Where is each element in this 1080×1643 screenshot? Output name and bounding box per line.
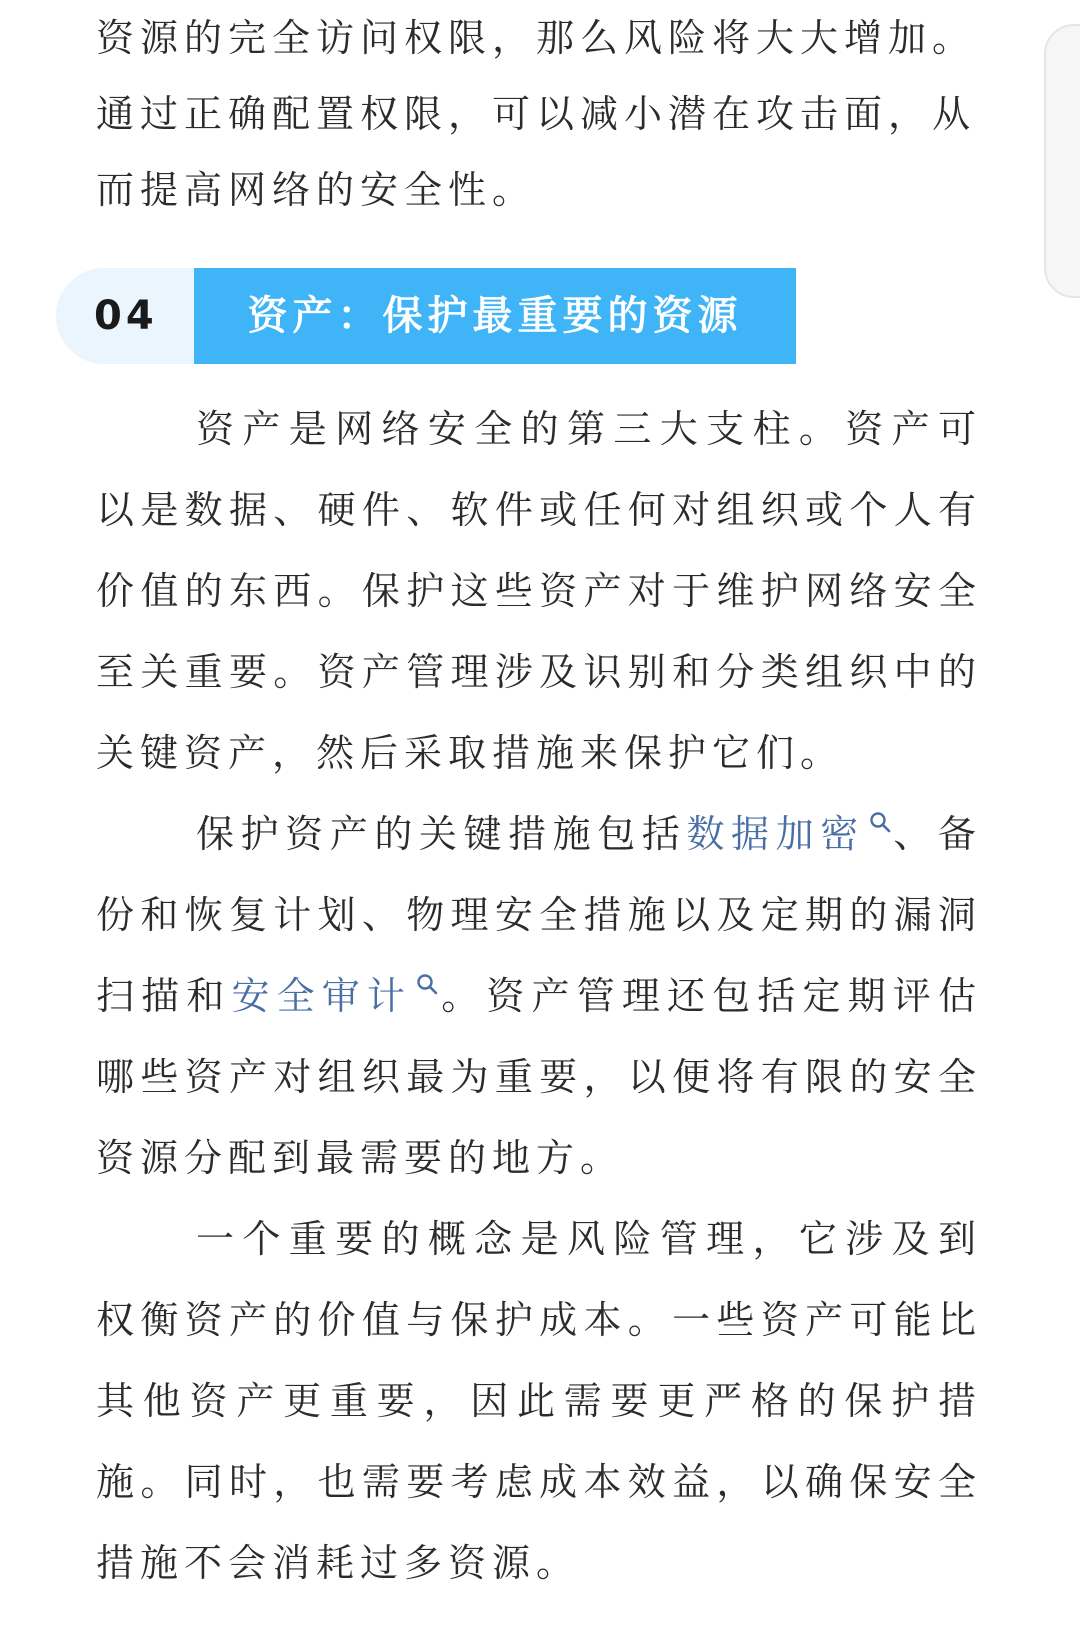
search-icon[interactable]: [869, 811, 891, 833]
paragraph-text: 、备份和恢复计划、物理安全措施以及定期的漏洞扫描和: [96, 812, 982, 1018]
article-top: [96, 0, 982, 228]
top-paragraph-line-1: 资源的完全访问权限，那么风险将大大增加。: [96, 16, 977, 60]
section-number: 04: [94, 293, 158, 339]
top-paragraph-line-2: 通过正确配置权限，可以减小潜在攻击面，从: [96, 92, 977, 136]
paragraph-assets-intro: 资产是网络安全的第三大支柱。资产可以是数据、硬件、软件或任何对组织或个人有价值的东西。保护这些资产对于维护网络安全至关重要。资产管理涉及识别和分类组织中的关键资产，然后采取措施来保护它们。: [96, 407, 982, 775]
article-body: [96, 389, 982, 1604]
search-icon[interactable]: [416, 973, 438, 995]
paragraph-risk-management: 一个重要的概念是风险管理，它涉及到权衡资产的价值与保护成本。一些资产可能比其他资产更重要，因此需要更严格的保护措施。同时，也需要考虑成本效益，以确保安全措施不会消耗过多资源。: [96, 1217, 982, 1585]
side-scroll-handle[interactable]: [1044, 24, 1080, 298]
section-title: 资产：保护最重要的资源: [194, 268, 796, 364]
data-encryption-link[interactable]: 数据加密: [686, 812, 865, 856]
security-audit-link[interactable]: 安全审计: [231, 974, 413, 1018]
paragraph-text: 。资产管理还包括定期评估哪些资产对组织最为重要，以便将有限的安全资源分配到最需要的地方。: [96, 974, 982, 1180]
section-header: [56, 268, 796, 364]
top-paragraph-line-3: 而提高网络的安全性。: [96, 168, 537, 212]
paragraph-text: 保护资产的关键措施包括: [196, 812, 687, 856]
paragraph-asset-measures: [96, 794, 982, 1199]
